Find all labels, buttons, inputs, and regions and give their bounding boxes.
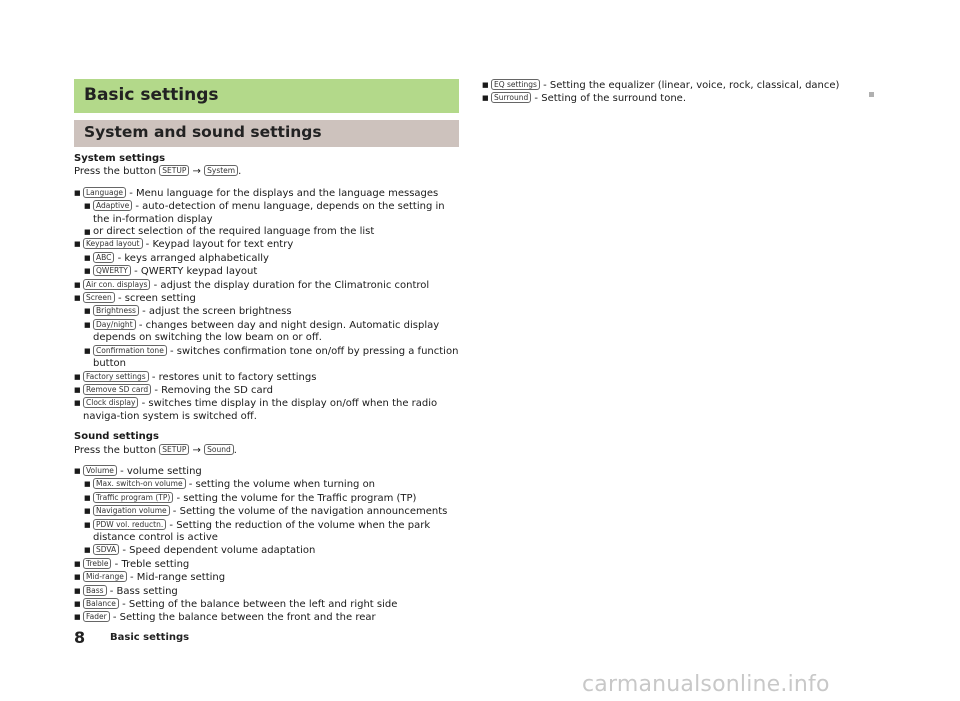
bullet-icon: ■: [84, 228, 91, 237]
section-banner: [74, 120, 459, 147]
menu-key-label: Navigation volume: [93, 505, 170, 516]
page-number: 8: [74, 628, 86, 647]
item-description: - Setting the balance between the front and the rear: [109, 612, 376, 624]
bullet-icon: ■: [84, 202, 91, 211]
bullet-icon: ■: [74, 294, 81, 303]
list-item: [482, 92, 862, 105]
item-description: - Removing the SD card: [151, 384, 273, 396]
list-item: [74, 397, 460, 423]
item-description: - volume setting: [116, 465, 202, 477]
bullet-icon: ■: [84, 480, 91, 489]
list-item: [482, 79, 862, 92]
menu-key-label: ABC: [93, 252, 114, 263]
left-column: [74, 153, 460, 625]
menu-key-label: SDVA: [93, 544, 119, 555]
item-description: - Setting the equalizer (linear, voice, rock, classical, dance): [539, 80, 840, 91]
section-title: System and sound settings: [84, 123, 322, 141]
list-item: [74, 371, 460, 384]
menu-key-label: Volume: [83, 465, 117, 476]
item-description: - Treble setting: [111, 558, 190, 570]
eq-settings-list: [482, 79, 862, 106]
bullet-icon: ■: [74, 372, 81, 381]
item-description: - Bass setting: [106, 585, 178, 597]
bullet-icon: ■: [84, 320, 91, 329]
list-item: [74, 279, 460, 292]
item-description: - Mid-range setting: [126, 572, 226, 584]
list-item: [74, 305, 460, 318]
bullet-icon: ■: [74, 385, 81, 394]
menu-key-label: Language: [83, 187, 126, 198]
chapter-banner: [74, 79, 459, 113]
system-settings-heading: System settings: [74, 153, 166, 164]
menu-key-label: Adaptive: [93, 200, 132, 211]
sound-settings-list: [74, 465, 460, 625]
list-item: [74, 611, 460, 624]
bullet-icon: ■: [84, 546, 91, 555]
arrow-icon: →: [192, 166, 201, 178]
item-description: - Setting of the surround tone.: [531, 93, 687, 105]
bullet-icon: ■: [84, 253, 91, 262]
list-item: [74, 571, 460, 584]
menu-key-label: Traffic program (TP): [93, 492, 173, 503]
menu-key-label: Confirmation tone: [93, 345, 167, 356]
section-end-marker: [869, 92, 874, 97]
bullet-icon: ■: [84, 520, 91, 529]
bullet-icon: ■: [84, 493, 91, 502]
item-description: - restores unit to factory settings: [148, 371, 317, 383]
menu-key-label: Screen: [83, 292, 115, 303]
menu-key-label: Surround: [491, 92, 531, 103]
menu-key-label: Factory settings: [83, 371, 149, 382]
item-description: - Keypad layout for text entry: [142, 239, 294, 251]
menu-key-label: QWERTY: [93, 265, 131, 276]
menu-key-label: Remove SD card: [83, 384, 151, 395]
menu-key-label: Balance: [83, 598, 119, 609]
bullet-icon: ■: [84, 267, 91, 276]
item-description: - Speed dependent volume adaptation: [119, 545, 316, 557]
menu-key-label: Keypad layout: [83, 238, 143, 249]
menu-key-label: Fader: [83, 611, 110, 622]
item-description: - QWERTY keypad layout: [130, 266, 258, 278]
item-description: - setting the volume for the Traffic program (TP): [173, 492, 417, 504]
list-item: [74, 384, 460, 397]
right-column: [482, 79, 862, 106]
list-item: [74, 345, 460, 371]
bullet-icon: ■: [74, 188, 81, 197]
item-description: - screen setting: [114, 293, 196, 305]
bullet-icon: ■: [84, 507, 91, 516]
item-description: - Menu language for the displays and the language messages: [126, 187, 439, 199]
list-item: [74, 319, 460, 345]
system-key: System: [204, 165, 238, 176]
watermark: carmanualsonline.info: [582, 672, 830, 697]
item-description: - changes between day and night design. Automatic display depends on switching the low beam on or off.: [93, 319, 440, 344]
list-item: [74, 585, 460, 598]
list-item: [74, 200, 460, 226]
item-description: - Setting the volume of the navigation announcements: [169, 506, 448, 518]
item-description: - switches confirmation tone on/off by pressing a function button: [93, 345, 459, 370]
item-description: - Setting of the balance between the left and right side: [118, 599, 398, 610]
item-description: - adjust the display duration for the Climatronic control: [150, 279, 430, 291]
list-item: [74, 544, 460, 557]
item-description: - Setting the reduction of the volume when the park distance control is active: [93, 519, 431, 543]
bullet-icon: ■: [482, 94, 489, 103]
menu-key-label: Day/night: [93, 319, 136, 330]
menu-key-label: Clock display: [83, 397, 138, 408]
menu-key-label: Mid-range: [83, 571, 127, 582]
list-item: [74, 292, 460, 305]
menu-key-label: Air con. displays: [83, 279, 150, 290]
list-item: [74, 598, 460, 611]
setup-key: SETUP: [159, 444, 189, 455]
list-item: [74, 252, 460, 265]
bullet-icon: ■: [84, 346, 91, 355]
menu-key-label: Brightness: [93, 305, 139, 316]
list-item: [74, 226, 460, 238]
bullet-icon: ■: [74, 280, 81, 289]
arrow-icon: →: [192, 444, 201, 456]
item-description: - auto-detection of menu language, depends on the setting in the in-formation display: [93, 201, 445, 225]
bullet-icon: ■: [74, 600, 81, 608]
list-item: [74, 558, 460, 571]
bullet-icon: ■: [74, 466, 81, 475]
menu-key-label: Max. switch-on volume: [93, 478, 186, 489]
sound-press-line: Press the button SETUP → Sound .: [74, 444, 237, 456]
system-settings-list: [74, 187, 460, 423]
item-description: - adjust the screen brightness: [138, 306, 292, 318]
sound-key: Sound: [204, 444, 234, 455]
bullet-icon: ■: [74, 613, 81, 622]
list-item: [74, 492, 460, 505]
menu-key-label: Bass: [83, 585, 107, 596]
list-item: [74, 505, 460, 518]
page-footer-label: Basic settings: [110, 632, 190, 643]
sound-settings-heading: Sound settings: [74, 431, 159, 443]
menu-key-label: Treble: [83, 558, 111, 569]
bullet-icon: ■: [74, 240, 81, 249]
setup-key: SETUP: [159, 165, 189, 176]
list-item: [74, 265, 460, 278]
bullet-icon: ■: [74, 399, 81, 408]
chapter-title: Basic settings: [84, 85, 219, 105]
menu-key-label: PDW vol. reductn.: [93, 519, 166, 530]
bullet-icon: ■: [74, 573, 81, 582]
list-item: [74, 465, 460, 478]
bullet-icon: ■: [482, 81, 489, 89]
list-item: [74, 478, 460, 491]
bullet-icon: ■: [74, 559, 81, 568]
list-item: [74, 238, 460, 251]
item-description: - keys arranged alphabetically: [114, 252, 269, 264]
bullet-icon: ■: [74, 586, 81, 595]
item-description: or direct selection of the required language from the list: [93, 226, 375, 238]
item-description: - setting the volume when turning on: [185, 479, 376, 491]
system-press-line: Press the button SETUP → System .: [74, 166, 242, 178]
item-description: - switches time display in the display on/off when the radio naviga-tion system is switched off.: [83, 398, 438, 422]
menu-key-label: EQ settings: [491, 79, 540, 90]
list-item: [74, 519, 460, 545]
list-item: [74, 187, 460, 200]
bullet-icon: ■: [84, 307, 91, 316]
